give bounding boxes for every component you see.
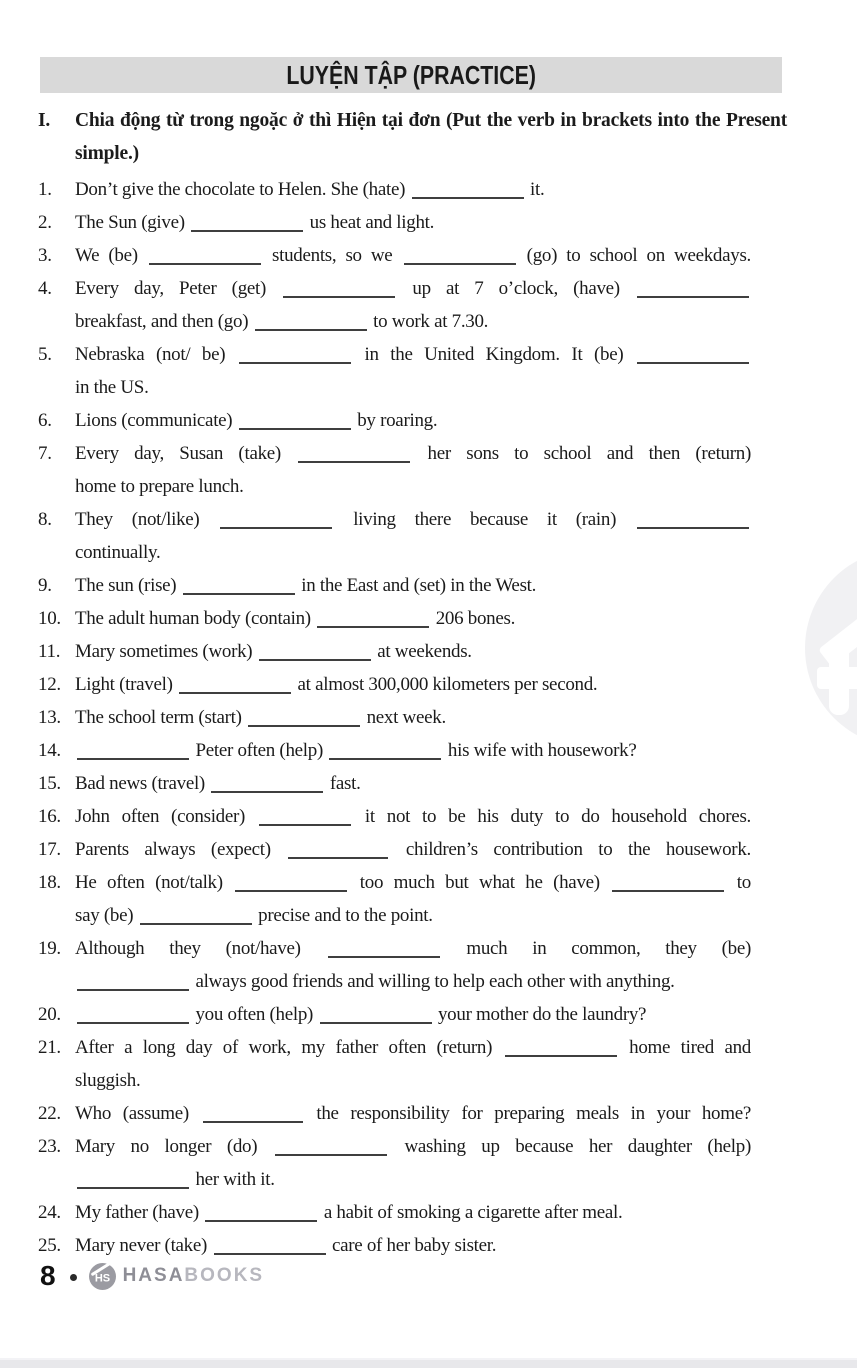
answer-blank: [329, 758, 441, 760]
answer-blank: [637, 362, 749, 364]
exercise-item: [38, 1097, 798, 1130]
answer-blank: [288, 857, 388, 859]
answer-blank: [328, 956, 440, 958]
exercise-item: [38, 932, 798, 998]
item-number: 17.: [38, 839, 61, 860]
item-number: 12.: [38, 674, 61, 695]
answer-blank: [149, 263, 261, 265]
item-text: Bad news (travel) fast.: [75, 773, 361, 794]
exercise-item: [38, 734, 798, 767]
answer-blank: [183, 593, 295, 595]
exercise-item: [38, 800, 798, 833]
item-number: 11.: [38, 641, 61, 662]
answer-blank: [275, 1154, 387, 1156]
answer-blank: [612, 890, 724, 892]
item-text: After a long day of work, my father often (return) home tired and sluggish.: [75, 1037, 752, 1091]
page-footer: [40, 1259, 264, 1293]
exercise-item: [38, 635, 798, 668]
item-number: 8.: [38, 509, 52, 530]
item-number: 3.: [38, 245, 52, 266]
exercise-item: [38, 569, 798, 602]
answer-blank: [317, 626, 429, 628]
exercise-item: [38, 1031, 798, 1097]
item-number: 7.: [38, 443, 52, 464]
answer-blank: [203, 1121, 303, 1123]
exercise-item: [38, 866, 798, 932]
bullet-separator-icon: [70, 1274, 77, 1281]
answer-blank: [191, 230, 303, 232]
item-text: He often (not/talk) too much but what he (have) to say (be) precise and to the point.: [75, 872, 751, 926]
answer-blank: [211, 791, 323, 793]
brand-name-primary: HASA: [122, 1265, 185, 1286]
answer-blank: [179, 692, 291, 694]
exercise-item: [38, 1196, 798, 1229]
page-number: 8: [40, 1260, 56, 1291]
answer-blank: [77, 989, 189, 991]
exercise-item: [38, 173, 798, 206]
item-number: 24.: [38, 1202, 61, 1223]
item-text: Peter often (help) his wife with housework?: [75, 734, 751, 767]
item-text: The school term (start) next week.: [75, 707, 446, 728]
item-number: 1.: [38, 179, 52, 200]
answer-blank: [404, 263, 516, 265]
exercise-item: [38, 338, 798, 404]
answer-blank: [214, 1253, 326, 1255]
answer-blank: [235, 890, 347, 892]
answer-blank: [239, 362, 351, 364]
answer-blank: [320, 1022, 432, 1024]
item-text: John often (consider) it not to be his duty to do household chores.: [75, 806, 751, 827]
watermark-icon: [799, 549, 857, 747]
answer-blank: [77, 758, 189, 760]
item-text: Who (assume) the responsibility for preparing meals in your home?: [75, 1103, 751, 1124]
item-text: Mary sometimes (work) at weekends.: [75, 641, 472, 662]
section-instruction: Chia động từ trong ngoặc ở thì Hiện tại đơn (Put the verb in brackets into the Present simple.): [75, 110, 787, 164]
exercise-item: [38, 998, 798, 1031]
answer-blank: [298, 461, 410, 463]
practice-header-bar: [40, 57, 782, 93]
answer-blank: [283, 296, 395, 298]
answer-blank: [255, 329, 367, 331]
item-text: Don’t give the chocolate to Helen. She (hate) it.: [75, 179, 545, 200]
item-number: 22.: [38, 1103, 61, 1124]
exercise-item: [38, 272, 798, 338]
item-text: Mary never (take) care of her baby sister.: [75, 1235, 497, 1256]
item-text: Mary no longer (do) washing up because her daughter (help) her with it.: [75, 1136, 751, 1190]
item-text: Nebraska (not/ be) in the United Kingdom. It (be) in the US.: [75, 338, 751, 404]
item-number: 10.: [38, 608, 61, 629]
item-text: Light (travel) at almost 300,000 kilometers per second.: [75, 674, 598, 695]
item-number: 6.: [38, 410, 52, 431]
exercise-item: [38, 767, 798, 800]
item-text: Lions (communicate) by roaring.: [75, 410, 438, 431]
item-number: 18.: [38, 872, 61, 893]
answer-blank: [637, 527, 749, 529]
item-number: 9.: [38, 575, 52, 596]
item-text: Every day, Susan (take) her sons to school and then (return) home to prepare lunch.: [75, 443, 752, 497]
item-text: you often (help) your mother do the laundry?: [75, 998, 751, 1031]
bottom-edge-bar: [0, 1358, 857, 1368]
item-text: The Sun (give) us heat and light.: [75, 212, 435, 233]
brand-name: [123, 1265, 265, 1287]
hasabooks-logo-icon: [89, 1263, 116, 1290]
answer-blank: [239, 428, 351, 430]
answer-blank: [205, 1220, 317, 1222]
answer-blank: [259, 824, 351, 826]
item-number: 23.: [38, 1136, 61, 1157]
exercise-item: [38, 668, 798, 701]
item-number: 14.: [38, 740, 61, 761]
practice-title: LUYỆN TẬP (PRACTICE): [286, 59, 536, 90]
exercise-item: [38, 404, 798, 437]
answer-blank: [77, 1022, 189, 1024]
exercise-item: [38, 833, 798, 866]
item-number: 13.: [38, 707, 61, 728]
brand-name-secondary: BOOKS: [184, 1265, 265, 1286]
item-number: 16.: [38, 806, 61, 827]
answer-blank: [77, 1187, 189, 1189]
item-number: 19.: [38, 938, 61, 959]
answer-blank: [248, 725, 360, 727]
item-number: 2.: [38, 212, 52, 233]
answer-blank: [259, 659, 371, 661]
answer-blank: [220, 527, 332, 529]
item-text: Parents always (expect) children’s contribution to the housework.: [75, 839, 751, 860]
exercise-section: [38, 104, 798, 1262]
exercise-item: [38, 602, 798, 635]
exercise-item: [38, 206, 798, 239]
item-text: They (not/like) living there because it (rain) continually.: [75, 503, 751, 569]
item-number: 25.: [38, 1235, 61, 1256]
answer-blank: [505, 1055, 617, 1057]
answer-blank: [140, 923, 252, 925]
item-number: 4.: [38, 278, 52, 299]
answer-blank: [412, 197, 524, 199]
exercise-item: [38, 437, 798, 503]
exercise-item: [38, 503, 798, 569]
item-text: The sun (rise) in the East and (set) in the West.: [75, 575, 537, 596]
exercise-list: [38, 173, 798, 1262]
item-text: Every day, Peter (get) up at 7 o’clock, (have) breakfast, and then (go) to work at 7.30.: [75, 272, 751, 338]
exercise-item: [38, 701, 798, 734]
item-number: 20.: [38, 1004, 61, 1025]
exercise-item: [38, 1130, 798, 1196]
item-number: 5.: [38, 344, 52, 365]
exercise-item: [38, 1229, 798, 1262]
exercise-item: [38, 239, 798, 272]
item-number: 15.: [38, 773, 61, 794]
item-number: 21.: [38, 1037, 61, 1058]
item-text: The adult human body (contain) 206 bones.: [75, 608, 516, 629]
section-numeral: I.: [38, 110, 51, 131]
section-heading: [38, 104, 798, 170]
svg-text:HS: HS: [94, 1272, 110, 1284]
item-text: My father (have) a habit of smoking a cigarette after meal.: [75, 1202, 623, 1223]
answer-blank: [637, 296, 749, 298]
item-text: We (be) students, so we (go) to school on weekdays.: [75, 245, 751, 266]
item-text: Although they (not/have) much in common, they (be) always good friends and willing to help each other with anything.: [75, 938, 751, 992]
